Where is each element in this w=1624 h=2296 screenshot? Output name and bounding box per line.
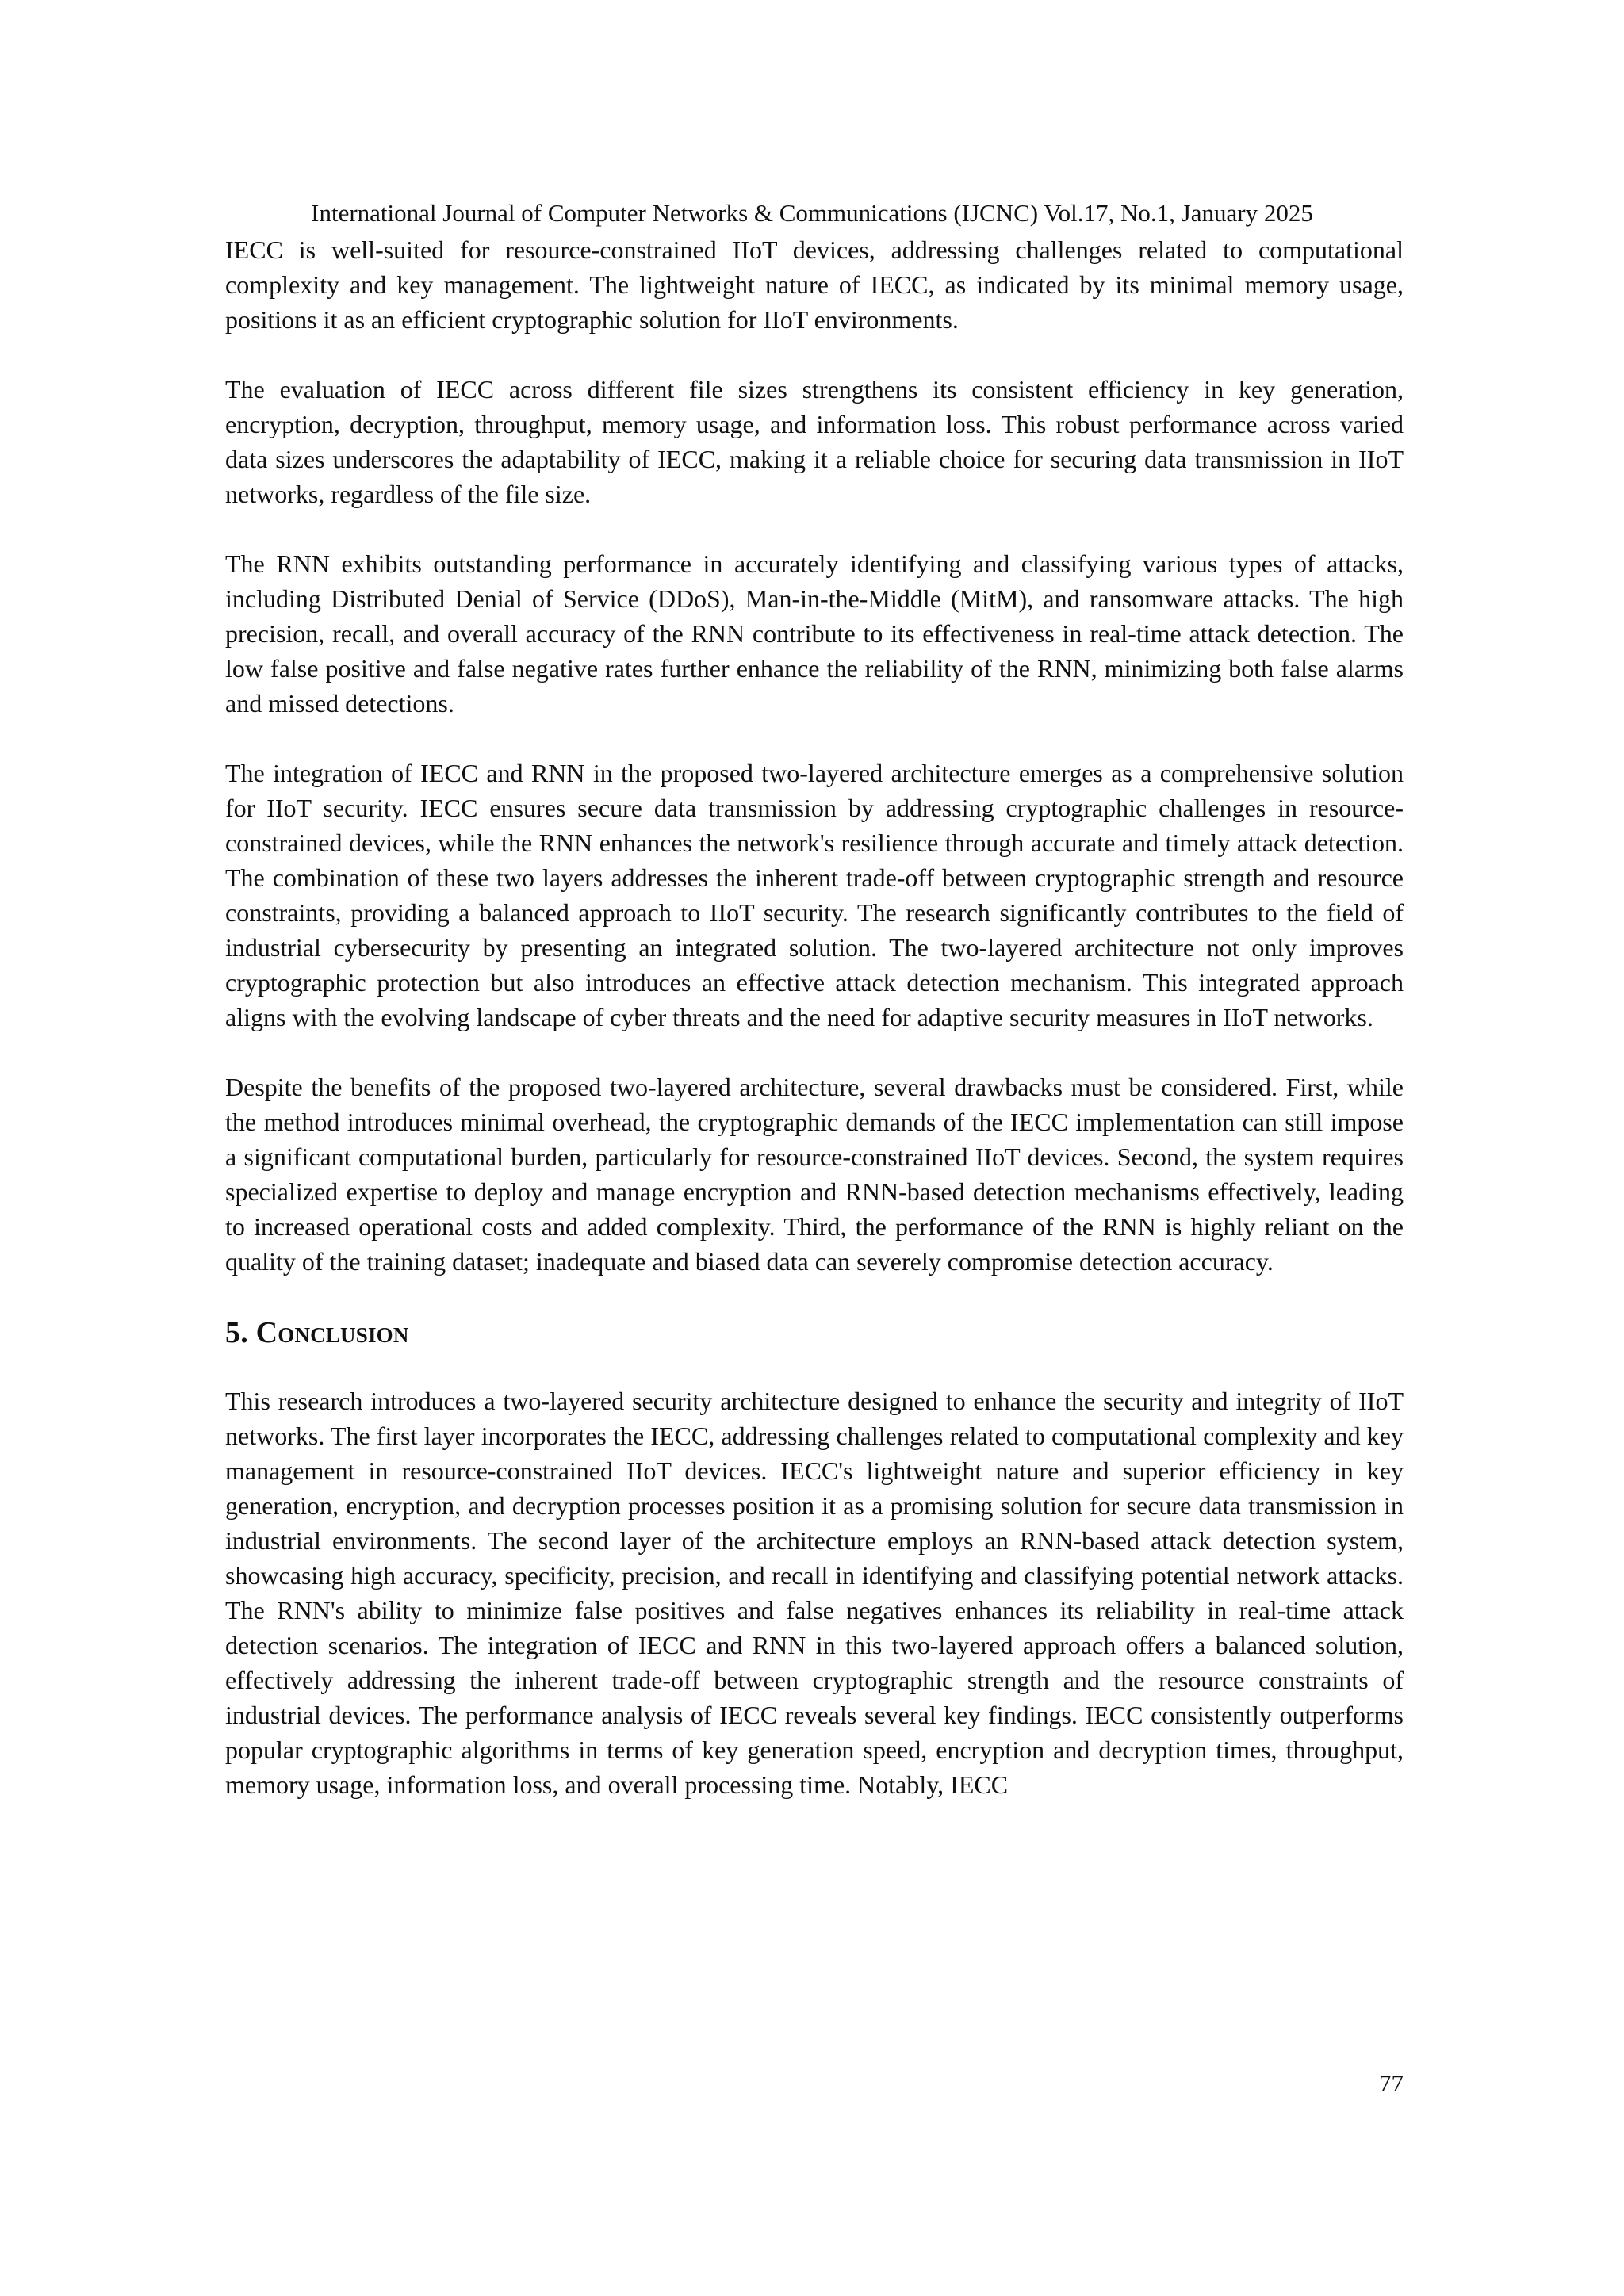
body-paragraph: The integration of IECC and RNN in the proposed two-layered architecture emerges as a comprehensive solution for IIoT security. IECC ensures secure data transmission by addressing cryptographic challenges in resource-constrained devices, while the RNN enhances the network's resilience through accurate and timely attack detection. The combination of these two layers addresses the inherent trade-off between cryptographic strength and resource constraints, providing a balanced approach to IIoT security. The research significantly contributes to the field of industrial cybersecurity by presenting an integrated solution. The two-layered architecture not only improves cryptographic protection but also introduces an effective attack detection mechanism. This integrated approach aligns with the evolving landscape of cyber threats and the need for adaptive security measures in IIoT networks. [225, 759, 1404, 1031]
page-body [225, 232, 1404, 1837]
section-number: 5. [225, 1316, 248, 1349]
body-paragraph: IECC is well-suited for resource-constrained IIoT devices, addressing challenges related to computational complexity and key management. The lightweight nature of IECC, as indicated by its minimal memory usage, positions it as an efficient cryptographic solution for IIoT environments. [225, 235, 1404, 334]
section-title: Conclusion [255, 1316, 409, 1349]
section-heading-conclusion [225, 1314, 1404, 1352]
page-number: 77 [1379, 2069, 1404, 2097]
body-paragraph: The RNN exhibits outstanding performance in accurately identifying and classifying various types of attacks, including Distributed Denial of Service (DDoS), Man-in-the-Middle (MitM), and ransomware attacks. The high precision, recall, and overall accuracy of the RNN contribute to its effectiveness in real-time attack detection. The low false positive and false negative rates further enhance the reliability of the RNN, minimizing both false alarms and missed detections. [225, 549, 1404, 718]
body-paragraph: This research introduces a two-layered security architecture designed to enhance the security and integrity of IIoT networks. The first layer incorporates the IECC, addressing challenges related to computational complexity and key management in resource-constrained IIoT devices. IECC's lightweight nature and superior efficiency in key generation, encryption, and decryption processes position it as a promising solution for secure data transmission in industrial environments. The second layer of the architecture employs an RNN-based attack detection system, showcasing high accuracy, specificity, precision, and recall in identifying and classifying potential network attacks. The RNN's ability to minimize false positives and false negatives enhances its reliability in real-time attack detection scenarios. The integration of IECC and RNN in this two-layered approach offers a balanced solution, effectively addressing the inherent trade-off between cryptographic strength and the resource constraints of industrial devices. The performance analysis of IECC reveals several key findings. IECC consistently outperforms popular cryptographic algorithms in terms of key generation speed, encryption and decryption times, throughput, memory usage, information loss, and overall processing time. Notably, IECC [225, 1387, 1404, 1799]
body-paragraph: Despite the benefits of the proposed two-layered architecture, several drawbacks must be considered. First, while the method introduces minimal overhead, the cryptographic demands of the IECC implementation can still impose a significant computational burden, particularly for resource-constrained IIoT devices. Second, the system requires specialized expertise to deploy and manage encryption and RNN-based detection mechanisms effectively, leading to increased operational costs and added complexity. Third, the performance of the RNN is highly reliant on the quality of the training dataset; inadequate and biased data can severely compromise detection accuracy. [225, 1073, 1404, 1276]
body-paragraph: The evaluation of IECC across different file sizes strengthens its consistent efficiency in key generation, encryption, decryption, throughput, memory usage, and information loss. This robust performance across varied data sizes underscores the adaptability of IECC, making it a reliable choice for securing data transmission in IIoT networks, regardless of the file size. [225, 375, 1404, 508]
journal-running-header: International Journal of Computer Networks & Communications (IJCNC) Vol.17, No.1, January 2025 [311, 199, 1313, 227]
